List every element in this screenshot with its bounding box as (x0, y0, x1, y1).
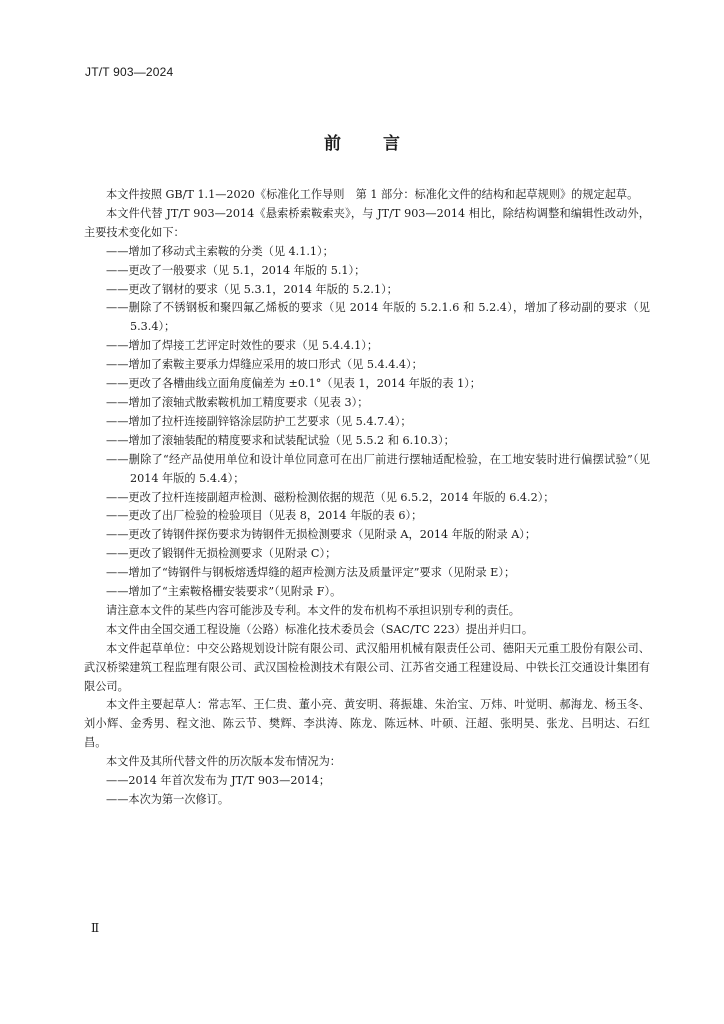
foreword-body (84, 186, 650, 810)
list-item: ——增加了焊接工艺评定时效性的要求（见 5.4.4.1）； (106, 339, 379, 353)
list-item: ——更改了铸钢件探伤要求为铸钢件无损检测要求（见附录 A，2014 年版的附录 A）； (106, 528, 537, 542)
standard-code-header: JT/T 903—2024 (85, 65, 174, 79)
list-item: ——增加了移动式主索鞍的分类（见 4.1.1）； (106, 244, 334, 258)
version-history-list (84, 772, 650, 810)
page-number: Ⅱ (91, 921, 100, 935)
page-title-char-1: 前 (324, 134, 341, 154)
technical-changes-list (84, 243, 650, 602)
page-title-char-2: 言 (383, 134, 400, 154)
list-item: ——2014 年首次发布为 JT/T 903—2014； (106, 774, 331, 788)
paragraph-replacement-note: 本文件代替 JT/T 903—2014《悬索桥索鞍索夹》，与 JT/T 903—2014 相比，除结构调整和编辑性改动外，主要技术变化如下： (84, 206, 650, 239)
list-item: ——本次为第一次修订。 (106, 793, 230, 806)
list-item: ——增加了“铸钢件与钢板熔透焊缝的超声检测方法及质量评定”要求（见附录 E）； (106, 566, 516, 580)
list-item: ——更改了锻钢件无损检测要求（见附录 C）； (106, 547, 337, 561)
list-item: ——更改了拉杆连接副超声检测、磁粉检测依据的规范（见 6.5.2，2014 年版的 6.4.2）； (106, 490, 555, 504)
list-item: ——删除了“经产品使用单位和设计单位同意可在出厂前进行摆轴适配检验，在工地安装时进行偏摆试验”（见 2014 年版的 5.4.4）； (106, 452, 650, 485)
list-item: ——增加了“主索鞍格栅安装要求”（见附录 F）。 (106, 585, 342, 599)
paragraph-drafting-units: 本文件起草单位：中交公路规划设计院有限公司、武汉船用机械有限责任公司、德阳天元重工股份有限公司、武汉桥梁建筑工程监理有限公司、武汉国检检测技术有限公司、江苏省交通工程建设局、中铁长江交通设计集团有限公司。 (84, 641, 650, 693)
paragraph-drafters: 本文件主要起草人：常志军、王仁贵、董小亮、黄安明、蒋振雄、朱治宝、万炜、叶觉明、郝海龙、杨玉冬、刘小辉、金秀男、程文池、陈云节、樊辉、李洪涛、陈龙、陈远林、叶硕、汪超、张明昊、张龙、吕明达、石红昌。 (84, 698, 650, 750)
list-item: ——增加了滚轴式散索鞍机加工精度要求（见表 3）； (106, 395, 369, 409)
page-title (0, 129, 724, 154)
list-item: ——增加了滚轴装配的精度要求和试装配试验（见 5.5.2 和 6.10.3）； (106, 433, 455, 447)
list-item: ——增加了索鞍主要承力焊缝应采用的坡口形式（见 5.4.4.4）； (106, 358, 423, 372)
paragraph-version-history: 本文件及其所代替文件的历次版本发布情况为： (106, 755, 341, 769)
list-item: ——更改了钢材的要求（见 5.3.1，2014 年版的 5.2.1）； (106, 282, 398, 296)
paragraph-drafting-rules: 本文件按照 GB/T 1.1—2020《标准化工作导则 第 1 部分：标准化文件的结构和起草规则》的规定起草。 (106, 188, 639, 201)
list-item: ——删除了不锈钢板和聚四氟乙烯板的要求（见 2014 年版的 5.2.1.6 和 5.2.4），增加了移动副的要求（见 5.3.4）； (106, 301, 650, 334)
paragraph-proposed-by: 本文件由全国交通工程设施（公路）标准化技术委员会（SAC/TC 223）提出并归口。 (106, 622, 534, 636)
list-item: ——更改了各槽曲线立面角度偏差为 ±0.1°（见表 1，2014 年版的表 1）； (106, 377, 481, 391)
paragraph-patent-notice: 请注意本文件的某些内容可能涉及专利。本文件的发布机构不承担识别专利的责任。 (106, 603, 520, 617)
list-item: ——更改了一般要求（见 5.1，2014 年版的 5.1）； (106, 263, 366, 277)
list-item: ——增加了拉杆连接副锌铬涂层防护工艺要求（见 5.4.7.4）； (106, 414, 412, 428)
list-item: ——更改了出厂检验的检验项目（见表 8，2014 年版的表 6）； (106, 509, 423, 523)
